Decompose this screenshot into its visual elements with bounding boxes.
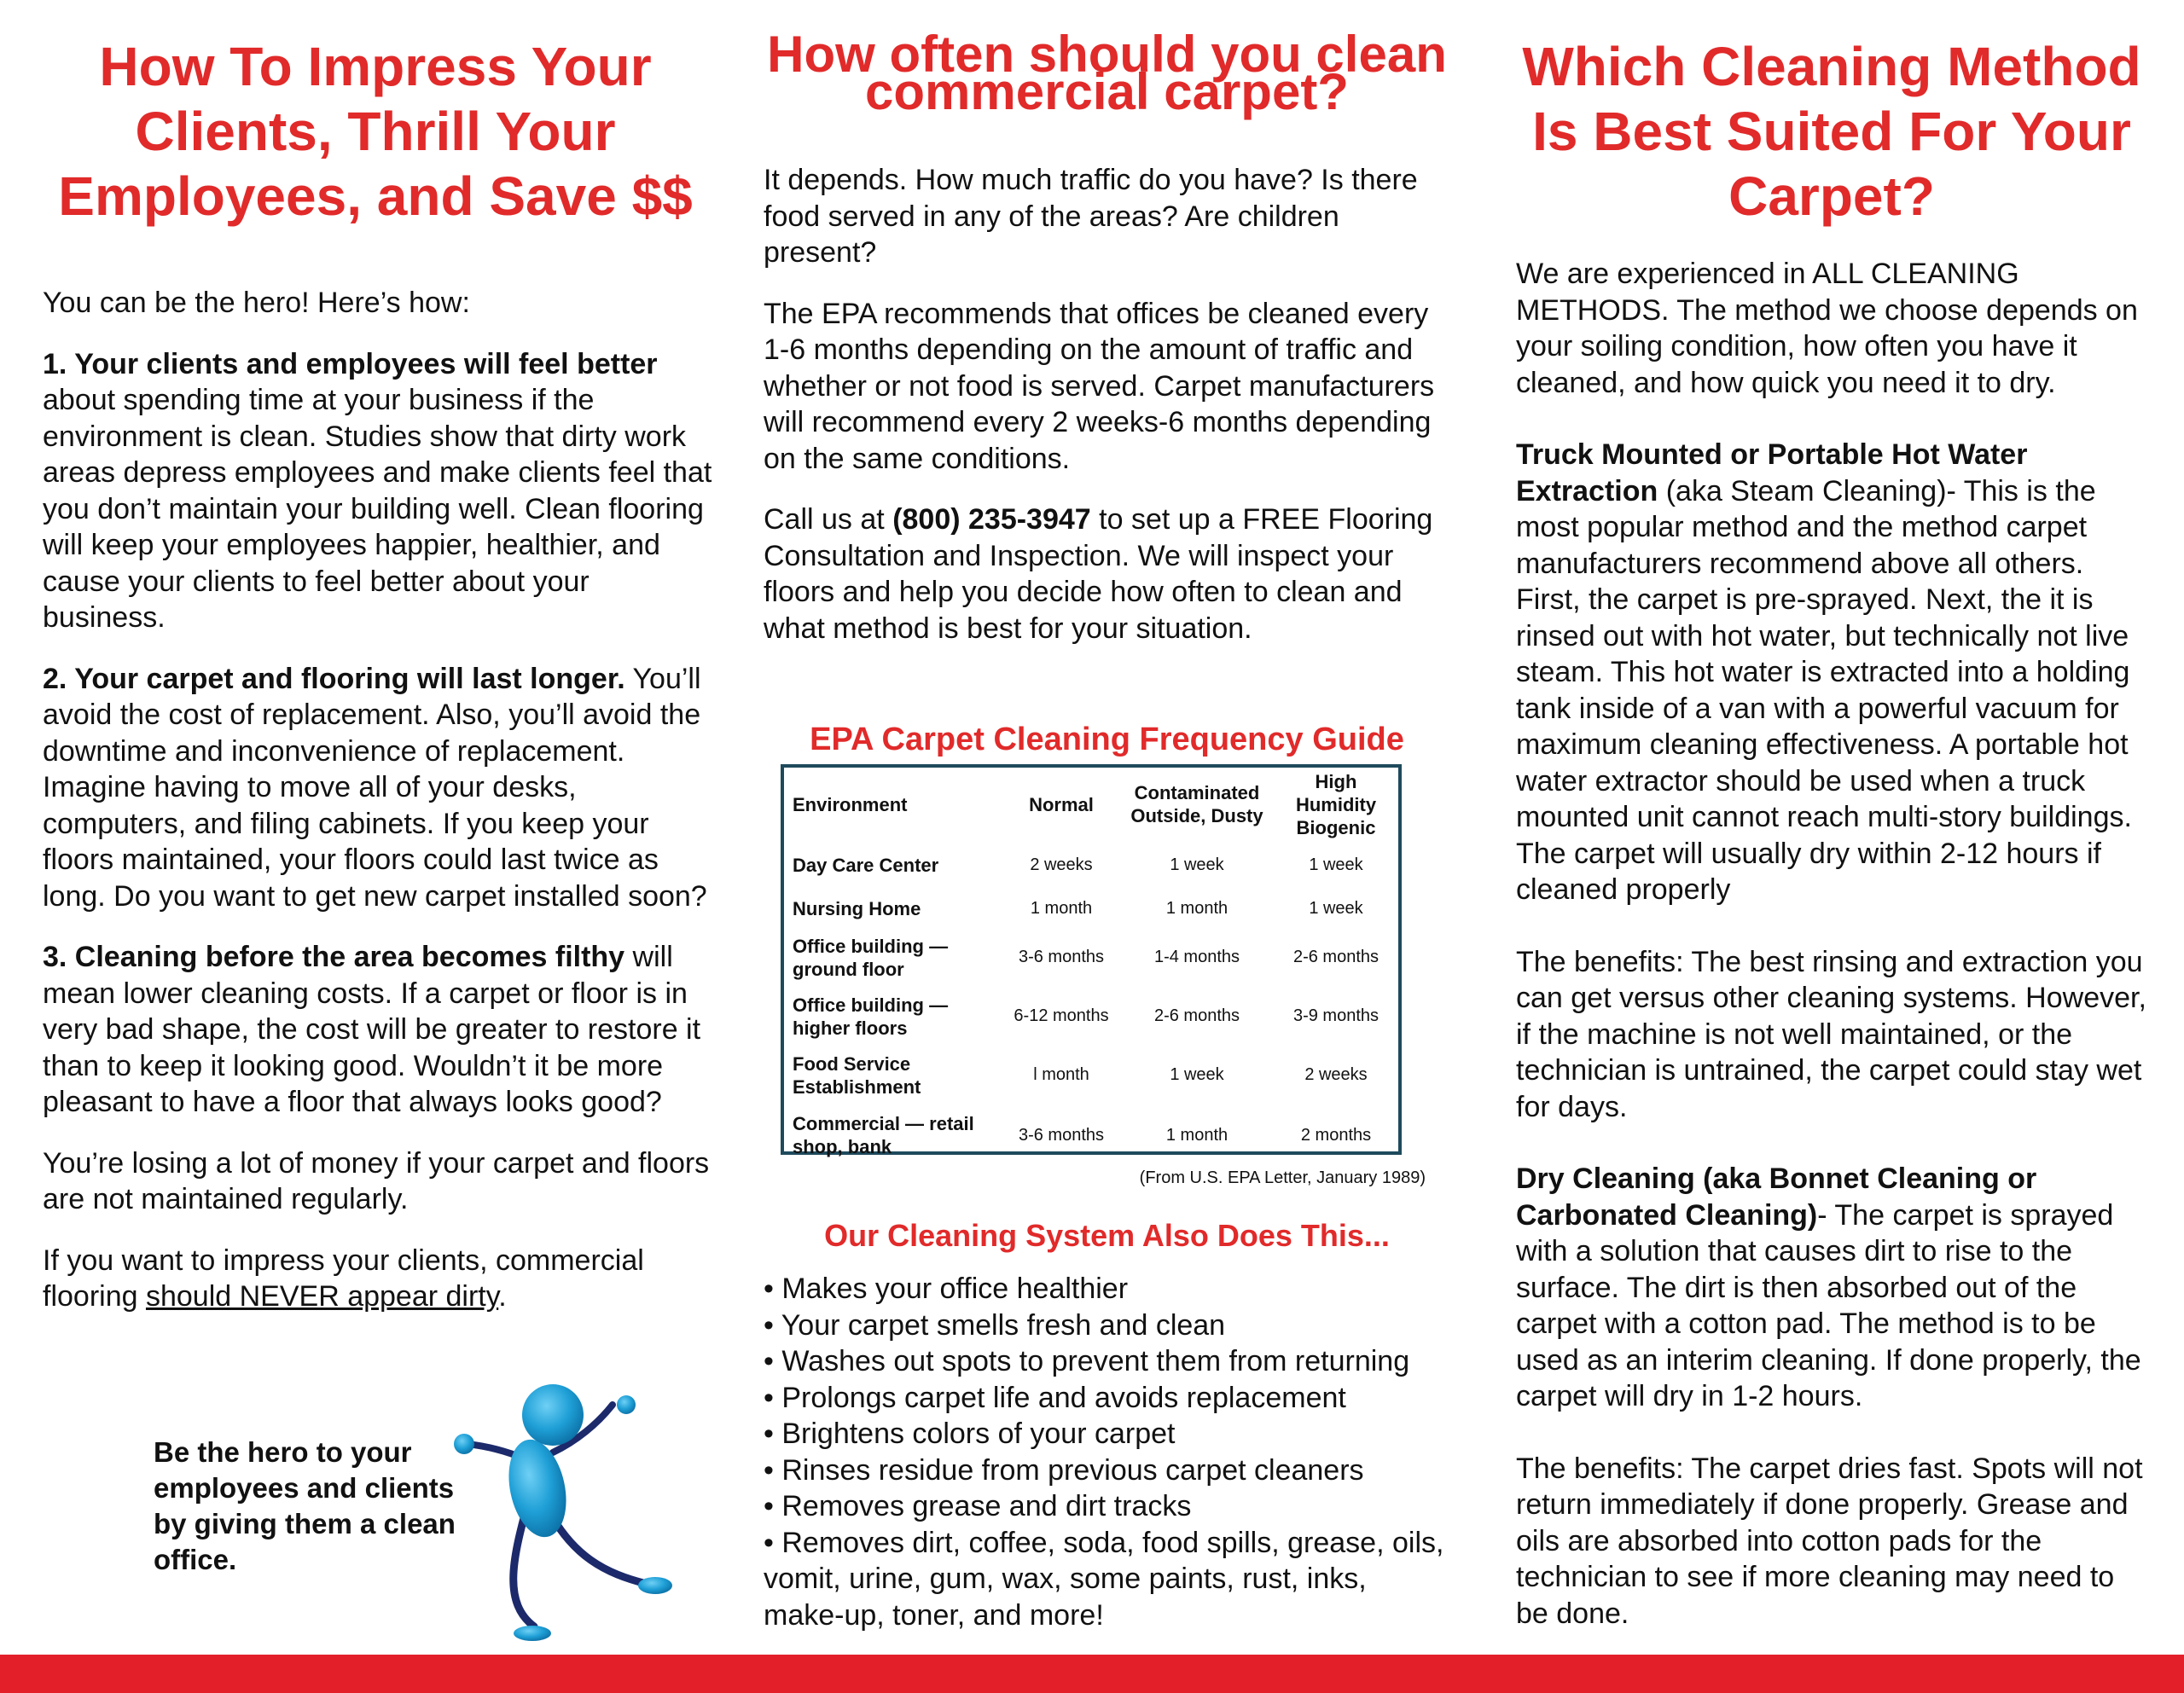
list-item: • Prolongs carpet life and avoids replacement xyxy=(764,1381,1346,1414)
point-2-text: You’ll avoid the cost of replacement. Also, you’ll avoid the downtime and inconvenience of replacement. Imagine having to move all of your desks, computers, and filing cabinets. If you keep your floors maintained, your floors could last twice as long. Do you want to get new carpet installed soon? xyxy=(43,662,707,913)
header-high-humidity: High Humidity Biogenic xyxy=(1295,770,1377,838)
table-cell: 3-9 months xyxy=(1292,1006,1380,1025)
table-row xyxy=(784,1105,1398,1166)
dry-cleaning-bold: Dry Cleaning (aka Bonnet Cleaning or Carbonated Cleaning) xyxy=(1516,1162,2037,1232)
frequency-heading: How often should you clean commercial carpet? xyxy=(767,26,1447,120)
losing-money-text: You’re losing a lot of money if your carpet and floors are not maintained regularly. xyxy=(43,1146,710,1215)
dry-benefits-text: The benefits: The carpet dries fast. Spots will not return immediately if done properly. Grease and oils are absorbed into cotton pads for the technician to see if more cleaning may need to be done. xyxy=(1516,1452,2143,1630)
epa-guide-title: EPA Carpet Cleaning Frequency Guide xyxy=(810,722,1404,757)
table-cell: 1 week xyxy=(1309,898,1363,918)
hero-caption: Be the hero to your employees and clients by giving them a clean office. xyxy=(154,1436,456,1575)
table-cell: 1 week xyxy=(1170,1065,1224,1084)
table-row xyxy=(784,889,1398,928)
list-item: • Your carpet smells fresh and clean xyxy=(764,1308,1226,1342)
system-benefits-list xyxy=(764,1271,1446,1633)
impress-clients-text xyxy=(43,1243,717,1315)
table-cell: 2 months xyxy=(1300,1125,1372,1145)
table-row xyxy=(784,1046,1398,1105)
list-item: • Brightens colors of your carpet xyxy=(764,1418,1176,1450)
jumping-hero-figure xyxy=(452,1377,708,1650)
table-cell: 1 month xyxy=(1030,898,1093,918)
call-suffix: to set up a FREE Flooring Consultation and Inspection. We will inspect your floors and help you decide how often to clean and what method is best for your situation. xyxy=(764,503,1433,645)
table-cell: Food Service Establishment xyxy=(793,1052,921,1098)
table-cell: Day Care Center xyxy=(793,854,939,876)
table-row xyxy=(784,928,1398,987)
list-item: • Removes grease and dirt tracks xyxy=(764,1490,1192,1522)
table-cell: 2-6 months xyxy=(1292,948,1380,966)
list-item: • Rinses residue from previous carpet cleaners xyxy=(764,1453,1364,1487)
point-1-text: about spending time at your business if the environment is clean. Studies show that dirty work areas depress employees and make clients feel that you don’t maintain your building well. Clean flooring will keep your employees happier, healthier, and cause your clients to feel better about your business. xyxy=(43,384,712,634)
table-cell: 3-6 months xyxy=(1018,948,1105,966)
table-cell: 3-6 months xyxy=(1018,1125,1105,1145)
table-cell: 6-12 months xyxy=(1014,1006,1109,1025)
table-row xyxy=(784,987,1398,1046)
truck-mounted-desc: (aka Steam Cleaning)- This is the most popular method and the method carpet manufacturers recommend above all others. First, the carpet is pre-sprayed. Next, the it is rinsed out with hot water, but technically not live steam. This hot water is extracted into a holding tank inside of a van with a powerful vacuum for maximum cleaning effectiveness. A portable hot water extractor should be used when a truck mounted unit cannot reach multi-story buildings. The carpet will usually dry within 2-12 hours if cleaned properly xyxy=(1516,474,2132,906)
list-item: • Removes dirt, coffee, soda, food spills, grease, oils, vomit, urine, gum, wax, some paints, rust, inks, make-up, toner, and more! xyxy=(764,1526,1444,1632)
table-cell: 1 month xyxy=(1165,898,1228,918)
methods-body xyxy=(1516,256,2152,1656)
point-1-bold: 1. Your clients and employees will feel better xyxy=(43,347,658,380)
header-environment: Environment xyxy=(793,793,908,815)
truck-benefits-text: The benefits: The best rinsing and extraction you can get versus other cleaning systems. However, if the machine is not well maintained, or the technician is untrained, the carpet could stay wet for days. xyxy=(1516,945,2146,1123)
list-item: • Makes your office healthier xyxy=(764,1273,1129,1305)
depends-text: It depends. How much traffic do you have? Is there food served in any of the areas? Are children present? xyxy=(764,164,1418,269)
epa-recommend-text: The EPA recommends that offices be cleaned every 1-6 months depending on the amount of traffic and whether or not food is served. Carpet manufacturers will recommend every 2 weeks-6 months depending on the same conditions. xyxy=(764,297,1435,475)
impress-intro: You can be the hero! Here’s how: xyxy=(43,287,470,319)
impress-heading: How To Impress Your Clients, Thrill Your Employees, and Save $$ xyxy=(58,36,693,227)
impress-body xyxy=(43,285,717,1340)
dry-cleaning-desc: - The carpet is sprayed with a solution that causes dirt to rise to the surface. The dirt is then absorbed out of the carpet with a cotton pad. The method is to be used as an interim cleaning. If done properly, the carpet will dry in 1-2 hours. xyxy=(1516,1198,2141,1412)
phone-number: (800) 235-3947 xyxy=(892,503,1091,536)
epa-table-box xyxy=(781,764,1402,1155)
table-cell: 2 weeks xyxy=(1030,855,1093,874)
truck-mounted-bold: Truck Mounted or Portable Hot Water Extraction xyxy=(1516,438,2028,507)
dry-cleaning-text xyxy=(1516,1161,2152,1415)
point-1 xyxy=(43,346,717,636)
point-3-bold: 3. Cleaning before the area becomes filthy xyxy=(43,941,625,973)
table-cell: 1 week xyxy=(1170,855,1224,874)
table-cell: 1-4 months xyxy=(1153,948,1240,966)
never-dirty-underlined: should NEVER appear dirty xyxy=(145,1280,499,1313)
system-title: Our Cleaning System Also Does This... xyxy=(824,1218,1390,1253)
truck-mounted-text xyxy=(1516,437,2152,908)
table-cell: Nursing Home xyxy=(793,897,921,919)
table-row xyxy=(784,841,1398,889)
header-contaminated: Contaminated Outside, Dusty xyxy=(1130,782,1263,826)
epa-frequency-table xyxy=(784,768,1398,1166)
table-cell: 2 weeks xyxy=(1304,1065,1368,1084)
call-us-text xyxy=(764,502,1446,646)
footer-red-bar xyxy=(0,1655,2184,1693)
table-cell: 2-6 months xyxy=(1153,1006,1240,1025)
point-2 xyxy=(43,661,717,915)
list-item: • Washes out spots to prevent them from returning xyxy=(764,1345,1410,1377)
call-prefix: Call us at xyxy=(764,503,893,536)
point-2-bold: 2. Your carpet and flooring will last longer. xyxy=(43,662,625,695)
header-normal: Normal xyxy=(1029,793,1094,815)
table-cell: 1 month xyxy=(1165,1125,1228,1145)
impress-suffix: . xyxy=(498,1280,507,1313)
table-cell: 1 week xyxy=(1309,855,1363,874)
methods-heading: Which Cleaning Method Is Best Suited For Your Carpet? xyxy=(1522,36,2141,227)
impress-prefix: If you want to impress your clients, commercial flooring xyxy=(43,1244,644,1313)
point-3-text: will mean lower cleaning costs. If a carpet or floor is in very bad shape, the cost will be greater to restore it than to keep it looking good. Wouldn’t it be more pleasant to have a floor that always looks good? xyxy=(43,941,701,1118)
point-3 xyxy=(43,939,717,1121)
methods-intro: We are experienced in ALL CLEANING METHODS. The method we choose depends on your soiling condition, how often you have it cleaned, and how quick you need it to dry. xyxy=(1516,258,2138,399)
table-cell: Office building — ground floor xyxy=(793,935,949,980)
frequency-body xyxy=(764,162,1446,671)
table-header-row xyxy=(784,768,1398,841)
table-cell: Office building — higher floors xyxy=(793,994,949,1039)
table-cell: Commercial — retail shop, bank xyxy=(793,1113,974,1157)
table-cell: l month xyxy=(1033,1065,1089,1084)
epa-source-note: (From U.S. EPA Letter, January 1989) xyxy=(1139,1168,1426,1187)
